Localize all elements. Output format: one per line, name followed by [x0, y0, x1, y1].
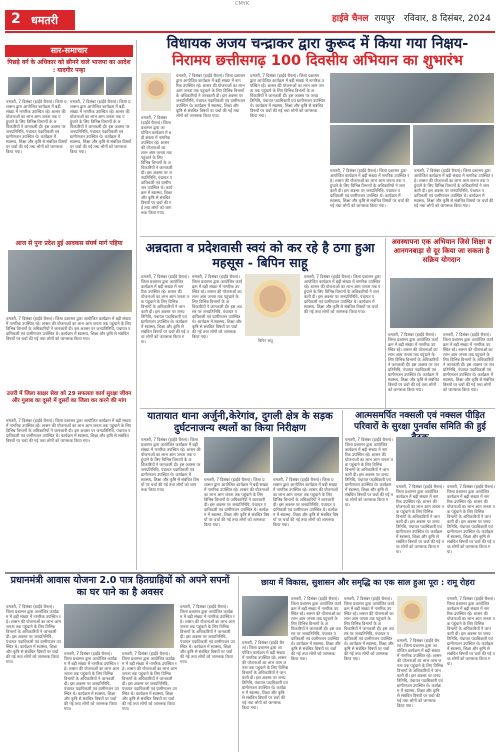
rohra-text-1: धमतरी, 7 दिसंबर (हाईवे चैनल)। जिला प्रशासन द्वारा आयोजित कार्यक्रम में बड़ी संख्या में नागरिक उपस्थित रहे। शासन की योजनाओं का लाभ आम जनता तक पहुंचाने के लिए विभिन्न विभागों के अधिकारियों ने जानकारी दी। इस अवसर पर जनप्रतिनिधि, पंचायत पदाधिकारी एवं ग्रामीणजन उपस्थित थे। कार्यक्रम में स्वास्थ्य, शिक्षा और कृषि से संबंधित विषयों पर चर्चा की गई तथा लोगों को जागरूक किया गया। — [242, 640, 288, 710]
masthead-city: रायपुर — [374, 14, 395, 24]
quote-text-2: धमतरी, 7 दिसंबर (हाईवे चैनल)। जिला प्रशासन द्वारा आयोजित कार्यक्रम में बड़ी संख्या में नागरिक उपस्थित रहे। शासन की योजनाओं का लाभ आम जनता तक पहुंचाने के लिए विभिन्न विभागों के अधिकारियों ने जानकारी दी। इस अवसर पर जनप्रतिनिधि, पंचायत पदाधिकारी एवं ग्रामीणजन उपस्थित थे। कार्यक्रम में स्वास्थ्य, शिक्षा और कृषि से संबंधित विषयों पर चर्चा की गई तथा लोगों को जागरूक किया गया। — [192, 274, 242, 339]
mid-divider — [140, 408, 495, 409]
traffic-photo-1 — [204, 437, 270, 473]
pmay-text-4: धमतरी, 7 दिसंबर (हाईवे चैनल)। जिला प्रशासन द्वारा आयोजित कार्यक्रम में बड़ी संख्या में नागरिक उपस्थित रहे। शासन की योजनाओं का लाभ आम जनता तक पहुंचाने के लिए विभिन्न विभागों के अधिकारियों ने जानकारी दी। इस अवसर पर जनप्रतिनिधि, पंचायत पदाधिकारी एवं ग्रामीणजन उपस्थित थे। कार्यक्रम में स्वास्थ्य, शिक्षा और कृषि से संबंधित विषयों पर चर्चा की गई तथा लोगों को जागरूक किया गया। — [180, 604, 235, 664]
rohra-text-4: धमतरी, 7 दिसंबर (हाईवे चैनल)। जिला प्रशासन द्वारा आयोजित कार्यक्रम में बड़ी संख्या में नागरिक उपस्थित रहे। शासन की योजनाओं का लाभ आम जनता तक पहुंचाने के लिए विभिन्न विभागों के अधिकारियों ने जानकारी दी। इस अवसर पर जनप्रतिनिधि, पंचायत पदाधिकारी एवं ग्रामीणजन उपस्थित थे। कार्यक्रम में स्वास्थ्य, शिक्षा और कृषि से संबंधित विषयों पर चर्चा की गई तथा लोगों को जागरूक किया गया। — [397, 638, 443, 708]
lead-photo-1 — [330, 73, 494, 123]
sidebar-headline-2: आज से पुनः प्रदेश हुई आवकस संघर्ष मार्ग पहिया — [15, 240, 123, 247]
masthead-accent: चैनल — [351, 14, 369, 24]
lead-headline — [140, 36, 495, 70]
page-number-box — [5, 10, 75, 30]
sidebar-story-1-text-b: धमतरी, 7 दिसंबर (हाईवे चैनल)। जिला प्रशासन द्वारा आयोजित कार्यक्रम में बड़ी संख्या में नागरिक उपस्थित रहे। शासन की योजनाओं का लाभ आम जनता तक पहुंचाने के लिए विभिन्न विभागों के अधिकारियों ने जानकारी दी। इस अवसर पर जनप्रतिनिधि, पंचायत पदाधिकारी एवं ग्रामीणजन उपस्थित थे। कार्यक्रम में स्वास्थ्य, शिक्षा और कृषि से संबंधित विषयों पर चर्चा की गई तथा लोगों को जागरूक किया गया। — [70, 99, 132, 154]
mid-col-divider — [342, 410, 343, 570]
masthead — [332, 11, 491, 24]
naxal-headline: आत्मसमर्पित नक्सली एवं नक्सल पीड़ित परिवारों के सुरक्षा पुनर्वास समिति की हुई — [354, 411, 486, 432]
pmay-headline: प्रधानमंत्री आवास योजना 2.0 पात्र हितग्राहियों को अपने सपनों का घर पाने का है अवसर — [10, 575, 230, 598]
lead-divider — [140, 236, 495, 237]
right-story-text-1: धमतरी, 7 दिसंबर (हाईवे चैनल)। जिला प्रशासन द्वारा आयोजित कार्यक्रम में बड़ी संख्या में नागरिक उपस्थित रहे। शासन की योजनाओं का लाभ आम जनता तक पहुंचाने के लिए विभिन्न विभागों के अधिकारियों ने जानकारी दी। इस अवसर पर जनप्रतिनिधि, पंचायत पदाधिकारी एवं ग्रामीणजन उपस्थित थे। कार्यक्रम में स्वास्थ्य, शिक्षा और कृषि से संबंधित विषयों पर चर्चा की गई तथा लोगों को जागरूक किया गया। — [388, 332, 440, 392]
quote-text-1: धमतरी, 7 दिसंबर (हाईवे चैनल)। जिला प्रशासन द्वारा आयोजित कार्यक्रम में बड़ी संख्या में नागरिक उपस्थित रहे। शासन की योजनाओं का लाभ आम जनता तक पहुंचाने के लिए विभिन्न विभागों के अधिकारियों ने जानकारी दी। इस अवसर पर जनप्रतिनिधि, पंचायत पदाधिकारी एवं ग्रामीणजन उपस्थित थे। कार्यक्रम में स्वास्थ्य, शिक्षा और कृषि से संबंधित विषयों पर चर्चा की गई तथा लोगों को जागरूक किया गया। — [141, 274, 189, 344]
quote-caption: बिपिन साहू — [258, 338, 274, 343]
sidebar-photo-6 — [8, 250, 132, 312]
section-name: धमतरी — [31, 14, 58, 27]
sidebar-story-2-text: धमतरी, 7 दिसंबर (हाईवे चैनल)। जिला प्रशासन द्वारा आयोजित कार्यक्रम में बड़ी संख्या में नागरिक उपस्थित रहे। शासन की योजनाओं का लाभ आम जनता तक पहुंचाने के लिए विभिन्न विभागों के अधिकारियों ने जानकारी दी। इस अवसर पर जनप्रतिनिधि, पंचायत पदाधिकारी एवं ग्रामीणजन उपस्थित थे। कार्यक्रम में स्वास्थ्य, शिक्षा और कृषि से संबंधित विषयों पर चर्चा की गई तथा लोगों को जागरूक किया गया। — [6, 316, 132, 341]
sidebar-headline-3: उत्तरी में जिला साक्षर सेवा को 29 सफलता कार्य सुरक्षा जीवन और गुलाब का दूसरे में दुसरों का जिला कर करने की मांग — [6, 391, 132, 404]
traffic-headline: यातायात थाना अर्जुनी,केरेगांव, दुगली क्षेत्र के सड़क दुर्घटनाजन्य स्थलों का किया निरीक्षण — [147, 411, 333, 434]
traffic-text-3: धमतरी, 7 दिसंबर (हाईवे चैनल)। जिला प्रशासन द्वारा आयोजित कार्यक्रम में बड़ी संख्या में नागरिक उपस्थित रहे। शासन की योजनाओं का लाभ आम जनता तक पहुंचाने के लिए विभिन्न विभागों के अधिकारियों ने जानकारी दी। इस अवसर पर जनप्रतिनिधि, पंचायत पदाधिकारी एवं ग्रामीणजन उपस्थित थे। कार्यक्रम में स्वास्थ्य, शिक्षा और कृषि से संबंधित विषयों पर चर्चा की गई तथा लोगों को जागरूक किया गया। — [273, 477, 339, 527]
quote-text-3: धमतरी, 7 दिसंबर (हाईवे चैनल)। जिला प्रशासन द्वारा आयोजित कार्यक्रम में बड़ी संख्या में नागरिक उपस्थित रहे। शासन की योजनाओं का लाभ आम जनता तक पहुंचाने के लिए विभिन्न विभागों के अधिकारियों ने जानकारी दी। इस अवसर पर जनप्रतिनिधि, पंचायत पदाधिकारी एवं ग्रामीणजन उपस्थित थे। कार्यक्रम में स्वास्थ्य, शिक्षा और कृषि से संबंधित विषयों पर चर्चा की गई तथा लोगों को जागरूक किया गया। — [304, 274, 381, 314]
traffic-text-1: धमतरी, 7 दिसंबर (हाईवे चैनल)। जिला प्रशासन द्वारा आयोजित कार्यक्रम में बड़ी संख्या में नागरिक उपस्थित रहे। शासन की योजनाओं का लाभ आम जनता तक पहुंचाने के लिए विभिन्न विभागों के अधिकारियों ने जानकारी दी। इस अवसर पर जनप्रतिनिधि, पंचायत पदाधिकारी एवं ग्रामीणजन उपस्थित थे। कार्यक्रम में स्वास्थ्य, शिक्षा और कृषि से संबंधित विषयों पर चर्चा की गई तथा लोगों को जागरूक किया गया। — [141, 437, 201, 492]
rohra-text-2: धमतरी, 7 दिसंबर (हाईवे चैनल)। जिला प्रशासन द्वारा आयोजित कार्यक्रम में बड़ी संख्या में नागरिक उपस्थित रहे। शासन की योजनाओं का लाभ आम जनता तक पहुंचाने के लिए विभिन्न विभागों के अधिकारियों ने जानकारी दी। इस अवसर पर जनप्रतिनिधि, पंचायत पदाधिकारी एवं ग्रामीणजन उपस्थित थे। कार्यक्रम में स्वास्थ्य, शिक्षा और कृषि से संबंधित विषयों पर चर्चा की गई तथा लोगों को जागरूक किया गया। — [291, 596, 341, 661]
footer-col-divider — [238, 576, 239, 752]
traffic-photo-2 — [273, 437, 339, 473]
lead-photo-2 — [330, 125, 410, 165]
lead-headline-part1: विधायक अजय चन्द्राकर द्वारा कुरूद में किया गया निक्षय- — [166, 36, 469, 52]
pmay-text-3: धमतरी, 7 दिसंबर (हाईवे चैनल)। जिला प्रशासन द्वारा आयोजित कार्यक्रम में बड़ी संख्या में नागरिक उपस्थित रहे। शासन की योजनाओं का लाभ आम जनता तक पहुंचाने के लिए विभिन्न विभागों के अधिकारियों ने जानकारी दी। इस अवसर पर जनप्रतिनिधि, पंचायत पदाधिकारी एवं ग्रामीणजन उपस्थित थे। कार्यक्रम में स्वास्थ्य, शिक्षा और कृषि से संबंधित विषयों पर चर्चा की गई तथा लोगों को जागरूक किया गया। — [122, 651, 177, 711]
lead-text-2: धमतरी, 7 दिसंबर (हाईवे चैनल)। जिला प्रशासन द्वारा आयोजित कार्यक्रम में बड़ी संख्या में नागरिक उपस्थित रहे। शासन की योजनाओं का लाभ आम जनता तक पहुंचाने के लिए विभिन्न विभागों के अधिकारियों ने जानकारी दी। इस अवसर पर जनप्रतिनिधि, पंचायत पदाधिकारी एवं ग्रामीणजन उपस्थित थे। कार्यक्रम में स्वास्थ्य, शिक्षा और कृषि से संबंधित विषयों पर चर्चा की गई तथा लोगों को जागरूक किया गया। — [250, 73, 325, 118]
page-number: 2 — [11, 11, 21, 27]
quote-portrait — [245, 274, 300, 336]
rohra-photo-1 — [242, 596, 288, 636]
lead-text-1: धमतरी, 7 दिसंबर (हाईवे चैनल)। जिला प्रशासन द्वारा आयोजित कार्यक्रम में बड़ी संख्या में नागरिक उपस्थित रहे। शासन की योजनाओं का लाभ आम जनता तक पहुंचाने के लिए विभिन्न विभागों के अधिकारियों ने जानकारी दी। इस अवसर पर जनप्रतिनिधि, पंचायत पदाधिकारी एवं ग्रामीणजन उपस्थित थे। कार्यक्रम में स्वास्थ्य, शिक्षा और कृषि से संबंधित विषयों पर चर्चा की गई तथा लोगों को जागरूक किया गया। — [176, 73, 246, 118]
quote-divider — [385, 238, 386, 408]
pmay-text-2: धमतरी, 7 दिसंबर (हाईवे चैनल)। जिला प्रशासन द्वारा आयोजित कार्यक्रम में बड़ी संख्या में नागरिक उपस्थित रहे। शासन की योजनाओं का लाभ आम जनता तक पहुंचाने के लिए विभिन्न विभागों के अधिकारियों ने जानकारी दी। इस अवसर पर जनप्रतिनिधि, पंचायत पदाधिकारी एवं ग्रामीणजन उपस्थित थे। कार्यक्रम में स्वास्थ्य, शिक्षा और कृषि से संबंधित विषयों पर चर्चा की गई तथा लोगों को जागरूक किया गया। — [64, 651, 119, 711]
sidebar-story-1-text: धमतरी, 7 दिसंबर (हाईवे चैनल)। जिला प्रशासन द्वारा आयोजित कार्यक्रम में बड़ी संख्या में नागरिक उपस्थित रहे। शासन की योजनाओं का लाभ आम जनता तक पहुंचाने के लिए विभिन्न विभागों के अधिकारियों ने जानकारी दी। इस अवसर पर जनप्रतिनिधि, पंचायत पदाधिकारी एवं ग्रामीणजन उपस्थित थे। कार्यक्रम में स्वास्थ्य, शिक्षा और कृषि से संबंधित विषयों पर चर्चा की गई तथा लोगों को जागरूक किया गया। — [6, 99, 68, 154]
right-story-photo — [390, 278, 493, 328]
naxal-text-1: धमतरी, 7 दिसंबर (हाईवे चैनल)। जिला प्रशासन द्वारा आयोजित कार्यक्रम में बड़ी संख्या में नागरिक उपस्थित रहे। शासन की योजनाओं का लाभ आम जनता तक पहुंचाने के लिए विभिन्न विभागों के अधिकारियों ने जानकारी दी। इस अवसर पर जनप्रतिनिधि, पंचायत पदाधिकारी एवं ग्रामीणजन उपस्थित थे। कार्यक्रम में स्वास्थ्य, शिक्षा और कृषि से संबंधित विषयों पर चर्चा की गई तथा लोगों को जागरूक किया गया। — [345, 437, 393, 507]
masthead-date: रविवार, 8 दिसंबर, 2024 — [403, 14, 491, 24]
rohra-headline: छाया में विकास, सुशासन और समृद्धि का एक साल हुआ पूरा : रामू रोहरा — [261, 578, 475, 587]
sidebar-divider — [136, 40, 137, 570]
footer-divider — [5, 572, 495, 574]
naxal-photo — [396, 437, 495, 481]
pmay-photo — [64, 604, 174, 648]
naxal-text-3: धमतरी, 7 दिसंबर (हाईवे चैनल)। जिला प्रशासन द्वारा आयोजित कार्यक्रम में बड़ी संख्या में नागरिक उपस्थित रहे। शासन की योजनाओं का लाभ आम जनता तक पहुंचाने के लिए विभिन्न विभागों के अधिकारियों ने जानकारी दी। इस अवसर पर जनप्रतिनिधि, पंचायत पदाधिकारी एवं ग्रामीणजन उपस्थित थे। कार्यक्रम में स्वास्थ्य, शिक्षा और कृषि से संबंधित विषयों पर चर्चा की गई तथा लोगों को जागरूक किया गया। — [447, 484, 495, 554]
traffic-text-2: धमतरी, 7 दिसंबर (हाईवे चैनल)। जिला प्रशासन द्वारा आयोजित कार्यक्रम में बड़ी संख्या में नागरिक उपस्थित रहे। शासन की योजनाओं का लाभ आम जनता तक पहुंचाने के लिए विभिन्न विभागों के अधिकारियों ने जानकारी दी। इस अवसर पर जनप्रतिनिधि, पंचायत पदाधिकारी एवं ग्रामीणजन उपस्थित थे। कार्यक्रम में स्वास्थ्य, शिक्षा और कृषि से संबंधित विषयों पर चर्चा की गई तथा लोगों को जागरूक किया गया। — [204, 477, 270, 527]
right-story-headline: अवस्थापना एक अभियान जिसे शिक्षा व आनगनबाड़ा से दूर किया जा सकता है सक्रिय योगदान — [391, 238, 492, 264]
right-story-text-2: धमतरी, 7 दिसंबर (हाईवे चैनल)। जिला प्रशासन द्वारा आयोजित कार्यक्रम में बड़ी संख्या में नागरिक उपस्थित रहे। शासन की योजनाओं का लाभ आम जनता तक पहुंचाने के लिए विभिन्न विभागों के अधिकारियों ने जानकारी दी। इस अवसर पर जनप्रतिनिधि, पंचायत पदाधिकारी एवं ग्रामीणजन उपस्थित थे। कार्यक्रम में स्वास्थ्य, शिक्षा और कृषि से संबंधित विषयों पर चर्चा की गई तथा लोगों को जागरूक किया गया। — [443, 332, 495, 392]
naxal-text-2: धमतरी, 7 दिसंबर (हाईवे चैनल)। जिला प्रशासन द्वारा आयोजित कार्यक्रम में बड़ी संख्या में नागरिक उपस्थित रहे। शासन की योजनाओं का लाभ आम जनता तक पहुंचाने के लिए विभिन्न विभागों के अधिकारियों ने जानकारी दी। इस अवसर पर जनप्रतिनिधि, पंचायत पदाधिकारी एवं ग्रामीणजन उपस्थित थे। कार्यक्रम में स्वास्थ्य, शिक्षा और कृषि से संबंधित विषयों पर चर्चा की गई तथा लोगों को जागरूक किया गया। — [396, 484, 444, 554]
sidebar-photo-4 — [80, 77, 104, 95]
page-header — [0, 0, 500, 30]
print-color-mark: CMYK — [235, 1, 250, 7]
sidebar-headline-1: पिछड़े वर्ग के अधिकार को छीनने वाले भाजपा का आदेश : यादगीर पन्हा — [7, 59, 131, 74]
sidebar-photo-2 — [32, 77, 54, 95]
sidebar-section-title: सार-समाचार — [5, 45, 133, 57]
quote-headline: अन्नदाता व प्रदेशवासी स्वयं को कर रहे है ठगा हुआ महसूस - बिपिन साहू — [145, 240, 375, 270]
lead-text-3: धमतरी, 7 दिसंबर (हाईवे चैनल)। जिला प्रशासन द्वारा आयोजित कार्यक्रम में बड़ी संख्या में नागरिक उपस्थित रहे। शासन की योजनाओं का लाभ आम जनता तक पहुंचाने के लिए विभिन्न विभागों के अधिकारियों ने जानकारी दी। इस अवसर पर जनप्रतिनिधि, पंचायत पदाधिकारी एवं ग्रामीणजन उपस्थित थे। कार्यक्रम में स्वास्थ्य, शिक्षा और कृषि से संबंधित विषयों पर चर्चा की गई तथा लोगों को जागरूक किया गया। — [141, 115, 173, 215]
rohra-portrait — [397, 596, 427, 634]
lead-photo-3 — [413, 125, 494, 165]
lead-headline-part2: निरामय छत्तीसगढ़ 100 दिवसीय अभियान का शुभारंभ — [172, 53, 463, 69]
sidebar-photo-3 — [56, 77, 78, 95]
header-rule — [5, 31, 495, 33]
lead-text-4: धमतरी, 7 दिसंबर (हाईवे चैनल)। जिला प्रशासन द्वारा आयोजित कार्यक्रम में बड़ी संख्या में नागरिक उपस्थित रहे। शासन की योजनाओं का लाभ आम जनता तक पहुंचाने के लिए विभिन्न विभागों के अधिकारियों ने जानकारी दी। इस अवसर पर जनप्रतिनिधि, पंचायत पदाधिकारी एवं ग्रामीणजन उपस्थित थे। कार्यक्रम में स्वास्थ्य, शिक्षा और कृषि से संबंधित विषयों पर चर्चा की गई तथा लोगों को जागरूक किया गया। — [330, 168, 410, 208]
sidebar-photo-1 — [8, 77, 30, 95]
rohra-text-5: धमतरी, 7 दिसंबर (हाईवे चैनल)। जिला प्रशासन द्वारा आयोजित कार्यक्रम में बड़ी संख्या में नागरिक उपस्थित रहे। शासन की योजनाओं का लाभ आम जनता तक पहुंचाने के लिए विभिन्न विभागों के अधिकारियों ने जानकारी दी। इस अवसर पर जनप्रतिनिधि, पंचायत पदाधिकारी एवं ग्रामीणजन उपस्थित थे। कार्यक्रम में स्वास्थ्य, शिक्षा और कृषि से संबंधित विषयों पर चर्चा की गई तथा लोगों को जागरूक किया गया। — [447, 596, 495, 666]
sidebar-story-3-text: धमतरी, 7 दिसंबर (हाईवे चैनल)। जिला प्रशासन द्वारा आयोजित कार्यक्रम में बड़ी संख्या में नागरिक उपस्थित रहे। शासन की योजनाओं का लाभ आम जनता तक पहुंचाने के लिए विभिन्न विभागों के अधिकारियों ने जानकारी दी। इस अवसर पर जनप्रतिनिधि, पंचायत पदाधिकारी एवं ग्रामीणजन उपस्थित थे। कार्यक्रम में स्वास्थ्य, शिक्षा और कृषि से संबंधित विषयों पर चर्चा की गई तथा लोगों को जागरूक किया गया। — [6, 418, 132, 443]
pmay-text-1: धमतरी, 7 दिसंबर (हाईवे चैनल)। जिला प्रशासन द्वारा आयोजित कार्यक्रम में बड़ी संख्या में नागरिक उपस्थित रहे। शासन की योजनाओं का लाभ आम जनता तक पहुंचाने के लिए विभिन्न विभागों के अधिकारियों ने जानकारी दी। इस अवसर पर जनप्रतिनिधि, पंचायत पदाधिकारी एवं ग्रामीणजन उपस्थित थे। कार्यक्रम में स्वास्थ्य, शिक्षा और कृषि से संबंधित विषयों पर चर्चा की गई तथा लोगों को जागरूक किया गया। — [6, 604, 61, 664]
lead-text-5: धमतरी, 7 दिसंबर (हाईवे चैनल)। जिला प्रशासन द्वारा आयोजित कार्यक्रम में बड़ी संख्या में नागरिक उपस्थित रहे। शासन की योजनाओं का लाभ आम जनता तक पहुंचाने के लिए विभिन्न विभागों के अधिकारियों ने जानकारी दी। इस अवसर पर जनप्रतिनिधि, पंचायत पदाधिकारी एवं ग्रामीणजन उपस्थित थे। कार्यक्रम में स्वास्थ्य, शिक्षा और कृषि से संबंधित विषयों पर चर्चा की गई तथा लोगों को जागरूक किया गया। — [414, 168, 494, 208]
sidebar-photo-5 — [106, 77, 132, 95]
masthead-name: हाईवे — [332, 14, 349, 24]
rohra-text-3: धमतरी, 7 दिसंबर (हाईवे चैनल)। जिला प्रशासन द्वारा आयोजित कार्यक्रम में बड़ी संख्या में नागरिक उपस्थित रहे। शासन की योजनाओं का लाभ आम जनता तक पहुंचाने के लिए विभिन्न विभागों के अधिकारियों ने जानकारी दी। इस अवसर पर जनप्रतिनिधि, पंचायत पदाधिकारी एवं ग्रामीणजन उपस्थित थे। कार्यक्रम में स्वास्थ्य, शिक्षा और कृषि से संबंधित विषयों पर चर्चा की गई तथा लोगों को जागरूक किया गया। — [344, 596, 394, 661]
lead-portrait — [141, 73, 171, 111]
